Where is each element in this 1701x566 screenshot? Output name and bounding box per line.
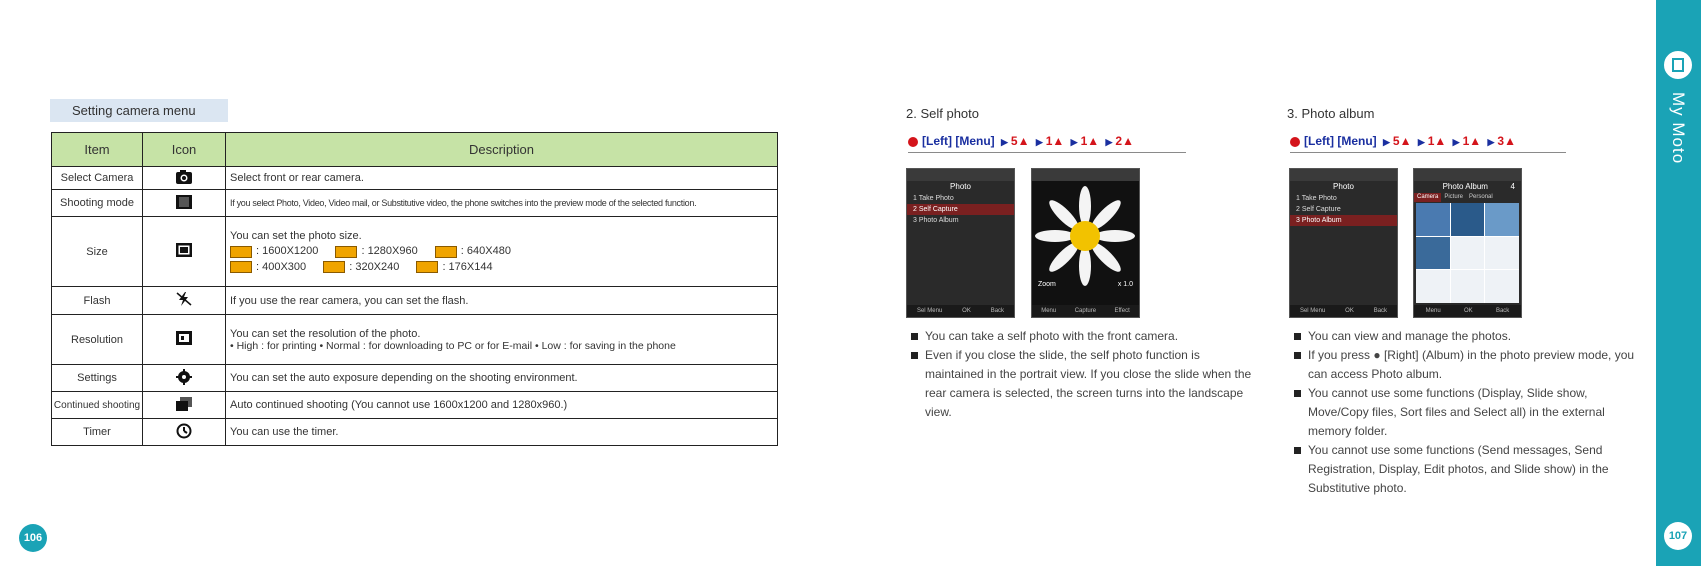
screen-title: Photo — [950, 182, 971, 191]
softkey: Back — [1373, 308, 1388, 314]
thumbnail — [1451, 237, 1485, 270]
album-tab: Personal — [1469, 194, 1493, 200]
thumbnail — [1416, 203, 1450, 236]
status-bar — [1414, 169, 1521, 181]
softkey: Sel Menu — [916, 308, 943, 314]
menu-item: 2 Self Capture — [1296, 206, 1341, 213]
row-item: Flash — [52, 287, 143, 315]
softkey: Back — [990, 308, 1005, 314]
size-1600-icon — [230, 246, 252, 258]
gear-icon — [175, 369, 193, 385]
photo-album-title: 3. Photo album — [1287, 106, 1375, 121]
size-label: : 1280X960 — [361, 245, 418, 258]
table-row — [52, 315, 778, 365]
table-row — [52, 190, 778, 217]
thumbnail-grid — [1416, 203, 1519, 303]
film-icon — [175, 194, 193, 210]
frame-icon — [175, 242, 193, 258]
table-header-row — [52, 133, 778, 167]
note-item: You can view and manage the photos. — [1294, 327, 1646, 346]
self-photo-title: 2. Self photo — [906, 106, 979, 121]
status-bar — [1032, 169, 1139, 181]
softkey: Menu — [1041, 308, 1057, 314]
size-label: : 1600X1200 — [256, 245, 319, 258]
arrow-right-icon: ▶ — [1105, 137, 1113, 147]
menu-step: 5▲ — [1392, 134, 1412, 148]
menu-step: 2▲ — [1115, 134, 1134, 148]
size-400-icon — [230, 261, 252, 273]
menu-item: 2 Self Capture — [907, 204, 1014, 215]
flash-off-icon — [175, 291, 193, 307]
size-176-icon — [416, 261, 438, 273]
softkey: Capture — [1074, 308, 1097, 314]
table-row — [52, 392, 778, 419]
arrow-right-icon: ▶ — [1487, 137, 1495, 147]
row-desc: If you use the rear camera, you can set the flash. — [226, 287, 778, 315]
arrow-right-icon: ▶ — [1035, 137, 1043, 147]
menu-item: 3 Photo Album — [1290, 215, 1397, 226]
table-row — [52, 287, 778, 315]
size-label: : 640X480 — [460, 245, 511, 258]
phone-screen-photo-menu — [1289, 168, 1398, 318]
arrow-right-icon: ▶ — [1452, 137, 1460, 147]
row-desc: You can set the resolution of the photo. — [230, 327, 421, 340]
row-desc: Select front or rear camera. — [226, 167, 778, 190]
menu-item: 1 Take Photo — [913, 195, 954, 202]
softkey: Menu — [1425, 308, 1441, 314]
table-row — [52, 419, 778, 446]
album-tab: Picture — [1444, 194, 1464, 200]
film-reel-icon — [1661, 48, 1695, 82]
photo-album-menu-path — [1290, 130, 1566, 153]
menu-prefix: [Left] [Menu] — [1304, 134, 1377, 148]
row-item: Continued shooting — [52, 392, 143, 419]
daisy-photo — [1032, 181, 1139, 291]
camera-icon — [175, 169, 193, 185]
note-item: You cannot use some functions (Display, Slide show, Move/Copy files, Sort files and Select all) in the external memory folder. — [1294, 384, 1646, 441]
zoom-value: x 1.0 — [1117, 281, 1133, 288]
screen-title: Photo — [1333, 182, 1354, 191]
status-bar — [1290, 169, 1397, 181]
menu-item: 1 Take Photo — [1296, 195, 1337, 202]
note-item: If you press ● [Right] (Album) in the photo preview mode, you can access Photo album. — [1294, 346, 1646, 384]
self-photo-menu-path — [908, 130, 1186, 153]
softkey: OK — [1463, 308, 1473, 314]
thumbnail — [1451, 203, 1485, 236]
film-reel-icon — [1664, 51, 1692, 79]
row-desc: You can set the auto exposure depending on the shooting environment. — [226, 365, 778, 392]
arrow-right-icon: ▶ — [1383, 137, 1390, 147]
size-label: : 320X240 — [349, 260, 400, 273]
softkey: Back — [1495, 308, 1510, 314]
menu-step: 3▲ — [1497, 134, 1516, 148]
thumbnail — [1416, 237, 1450, 270]
menu-step: 5▲ — [1010, 134, 1030, 148]
menu-prefix: [Left] [Menu] — [922, 134, 995, 148]
softkey: Effect — [1114, 308, 1130, 314]
note-item: You cannot use some functions (Send messages, Send Registration, Display, Edit photos, and Slide show) in the Substitutive photo. — [1294, 441, 1646, 498]
size-320-icon — [323, 261, 345, 273]
softkey: OK — [962, 308, 971, 314]
softkey: Sel Menu — [1299, 308, 1326, 314]
camera-menu-table — [51, 132, 778, 446]
table-row — [52, 167, 778, 190]
status-bar — [907, 169, 1014, 181]
left-key-dot-icon — [908, 137, 918, 147]
menu-step: 1▲ — [1427, 134, 1447, 148]
section-label: Setting camera menu — [50, 99, 228, 122]
size-label: : 176X144 — [442, 260, 493, 273]
note-item: Even if you close the slide, the self photo function is maintained in the portrait view. If you close the slide when the rear camera is selected, the screen turns into the landscape view. — [911, 346, 1256, 422]
phone-screen-self-capture — [1031, 168, 1140, 318]
zoom-label: Zoom — [1038, 281, 1056, 288]
softkey: OK — [1345, 308, 1354, 314]
row-item: Timer — [52, 419, 143, 446]
row-item: Settings — [52, 365, 143, 392]
arrow-right-icon: ▶ — [1070, 137, 1078, 147]
header-item: Item — [52, 133, 143, 167]
row-item: Select Camera — [52, 167, 143, 190]
note-item: You can take a self photo with the front camera. — [911, 327, 1256, 346]
size-1280-icon — [335, 246, 357, 258]
screen-title: Photo Album — [1442, 182, 1488, 191]
thumbnail — [1416, 270, 1450, 303]
row-item: Size — [52, 217, 143, 287]
album-tab: Camera — [1414, 193, 1441, 202]
self-photo-notes — [911, 327, 1256, 422]
row-desc: You can use the timer. — [226, 419, 778, 446]
side-tab — [1656, 0, 1701, 566]
menu-step: 1▲ — [1462, 134, 1482, 148]
menu-item: 3 Photo Album — [913, 217, 959, 224]
header-icon: Icon — [143, 133, 226, 167]
resolution-icon — [175, 330, 193, 346]
size-label: : 400X300 — [256, 260, 307, 273]
menu-step: 1▲ — [1080, 134, 1100, 148]
row-desc: You can set the photo size. — [230, 230, 362, 243]
size-640-icon — [435, 246, 457, 258]
table-row — [52, 217, 778, 287]
row-desc: Auto continued shooting (You cannot use 1600x1200 and 1280x960.) — [226, 392, 778, 419]
photo-album-notes — [1294, 327, 1646, 498]
row-item: Resolution — [52, 315, 143, 365]
menu-step: 1▲ — [1045, 134, 1065, 148]
thumbnail — [1485, 270, 1519, 303]
photo-count: 4 — [1510, 182, 1515, 191]
table-row — [52, 365, 778, 392]
row-item: Shooting mode — [52, 190, 143, 217]
timer-icon — [175, 423, 193, 439]
phone-screen-photo-menu — [906, 168, 1015, 318]
left-key-dot-icon — [1290, 137, 1300, 147]
thumbnail — [1451, 270, 1485, 303]
arrow-right-icon: ▶ — [1001, 137, 1008, 147]
thumbnail — [1485, 203, 1519, 236]
arrow-right-icon: ▶ — [1417, 137, 1425, 147]
page-number-right: 107 — [1664, 522, 1692, 550]
resolution-detail: • High : for printing • Normal : for downloading to PC or for E-mail • Low : for saving in the phone — [230, 339, 676, 352]
phone-screen-photo-album — [1413, 168, 1522, 318]
page-number-left: 106 — [19, 524, 47, 552]
row-desc: If you select Photo, Video, Video mail, or Substitutive video, the phone switches into the preview mode of the selected function. — [226, 190, 778, 217]
continuous-shot-icon — [175, 396, 193, 412]
header-description: Description — [226, 133, 778, 167]
side-tab-label: My Moto — [1669, 92, 1688, 165]
thumbnail — [1485, 237, 1519, 270]
